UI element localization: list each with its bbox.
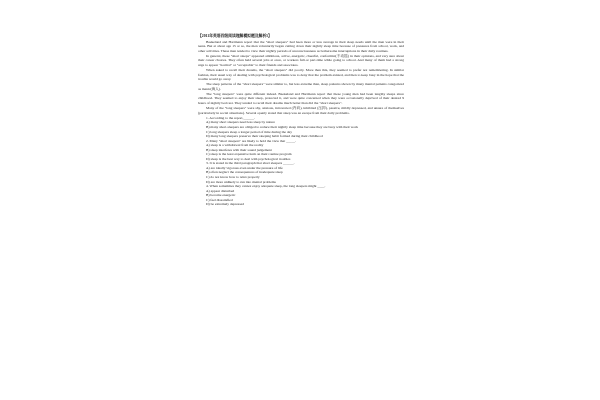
paragraph: Baekeland and Hartmann report that the "short sleepers" had been more or less average in their sleep needs until the men were in their teens. But at about age 15 or so, the men voluntarily began cutting down their nightly sleep time because of pressures from school, work, and other activities. These men tended to view their nightly periods of unconsciousness as bothersome interruptions in their daily routines. xyxy=(198,39,404,53)
paragraph: Many of the "long sleepers" were shy, anxious, introverted (内向), inhibited (压抑), passive, mildly depressed, and unsure of themselves (particularly in social situations). Several openly stated that sleep was an escape from their daily problems. xyxy=(198,106,404,115)
question-stem: 3. It is stated in the third paragraph that short sleepers ______. xyxy=(206,161,295,166)
question-block xyxy=(198,139,404,162)
question-block xyxy=(198,161,404,184)
question-stem: 4. When sometimes they cannot enjoy adequate sleep, the long sleepers might ____. xyxy=(206,184,326,189)
document-page xyxy=(198,34,404,372)
question-block xyxy=(198,184,404,207)
answer-option: D) are more unlikely to run into mental problems xyxy=(206,179,276,184)
paragraph: The "long sleepers" were quite different indeed. Baekeland and Hartmann report that these young men had been lengthy sleeps since childhood. They seemed to enjoy their sleep, protected it, and were quite concerned when they were occasionally deprived of their desired 9 hours of nightly bed rest. They tended to recall their dreams much better than did the "short sleepers". xyxy=(198,91,404,106)
document-heading: 【2011年英语四级阅读理解模拟题及解析5】 xyxy=(198,34,272,38)
question-stem: 1. According to the report,______. xyxy=(206,115,255,120)
paragraph: In general, these "short sleeps" appeared ambitious, active, energetic, cheerful, conformist(不动摇) in their opinions, and very sure about their career choices. They often held several jobs at once, or workers full-or part-time while going to school. And many of them had a strong urge to appear "normal" or "acceptable" to their friends and associates. xyxy=(198,53,404,67)
question-stem: 2. Many "short sleepers" are likely to hold the view that _____. xyxy=(206,138,296,143)
answer-option: C) sleep is the least expensive item on their routine program xyxy=(206,152,292,157)
paragraph: The sleep patterns of the "short sleepers" were similar to, but less extreme than, sleep patterns shown by many mental patients categorized as manic(疯人). xyxy=(198,82,404,91)
answer-option: D) be extremely depressed xyxy=(206,202,244,207)
answer-option: D) many long sleepers preserve their sleeping habit formed during their childhood xyxy=(206,134,323,139)
answer-option: C) do not know how to relax properly xyxy=(206,174,260,179)
answer-option: B) many short-sleepers are obliged to reduce their nightly sleep time because they are busy with their work xyxy=(206,124,358,129)
answer-option: A) appear disturbed xyxy=(206,188,235,193)
answer-option: B) often neglect the consequences of inadequate sleep xyxy=(206,170,283,175)
answer-option: B) sleep interferes with their sound judgement xyxy=(206,147,272,152)
answer-option: A) many short sleepers need less sleep by nature xyxy=(206,120,275,125)
answer-option: A) are ideally vigorous even under the pressure of life xyxy=(206,165,283,170)
answer-option: C) feel dissatisfied xyxy=(206,197,233,202)
question-block xyxy=(198,116,404,139)
answer-option: C) long sleepers sleep a longer period of time during the day xyxy=(206,129,292,134)
answer-option: D) sleep is the best way to deal with psychological troubles xyxy=(206,156,291,161)
answer-option: A) sleep is a withdrawal from the reality xyxy=(206,143,264,148)
answer-option: B) become energetic xyxy=(206,193,236,198)
paragraph: When asked to recall their dreams, the "short sleepers" did poorly. More than this, they seemed to prefer not remembering. In similar fashion, their usual way of dealing with psychological problems was to deny that the problem existed, and then to keep busy in the hope that the trouble would go away. xyxy=(198,68,404,82)
